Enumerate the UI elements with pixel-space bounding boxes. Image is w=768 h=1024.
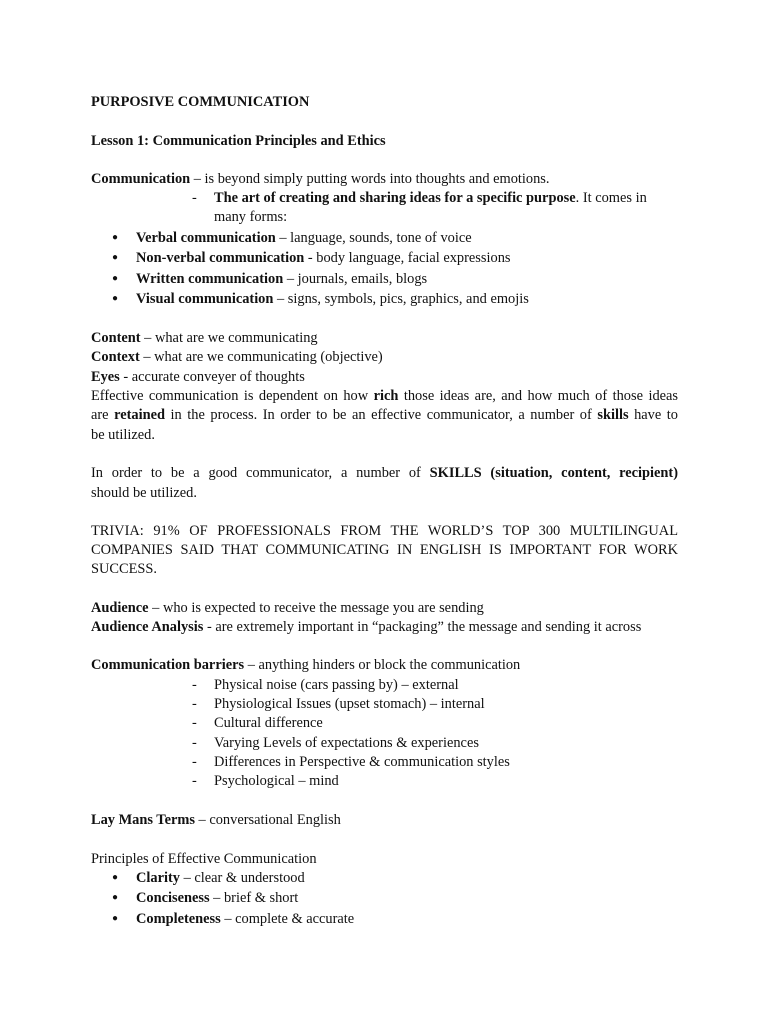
lesson-heading: Lesson 1: Communication Principles and Ethics [91, 133, 386, 149]
bullet-icon: ● [112, 872, 119, 883]
trivia-line: SUCCESS. [91, 561, 157, 577]
eyes-definition: Eyes - accurate conveyer of thoughts [91, 369, 305, 385]
communication-subpoint-cont: many forms: [214, 209, 288, 225]
bullet-icon: ● [112, 892, 119, 903]
dash-marker: - [192, 190, 197, 206]
principle-item: Completeness – complete & accurate [136, 911, 355, 927]
principle-item: Clarity – clear & understood [136, 870, 305, 886]
dash-marker: - [192, 773, 197, 789]
barrier-item: Physical noise (cars passing by) – external [214, 677, 459, 693]
list-item: Non-verbal communication - body language, facial expressions [136, 250, 511, 266]
context-definition: Context – what are we communicating (objective) [91, 349, 383, 365]
list-item: Verbal communication – language, sounds, tone of voice [136, 230, 472, 246]
audience-definition: Audience – who is expected to receive the message you are sending [91, 600, 484, 616]
bullet-icon: ● [112, 232, 119, 243]
dash-marker: - [192, 735, 197, 751]
audience-analysis-definition: Audience Analysis - are extremely important in “packaging” the message and sending it across [91, 619, 642, 635]
doc-title: PURPOSIVE COMMUNICATION [91, 94, 310, 110]
barriers-definition: Communication barriers – anything hinders or block the communication [91, 657, 521, 673]
effective-paragraph-line: are retained in the process. In order to be an effective communicator, a number of skills have to [91, 407, 678, 423]
skills-paragraph-line: In order to be a good communicator, a number of SKILLS (situation, content, recipient) [91, 465, 679, 481]
dash-marker: - [192, 715, 197, 731]
trivia-line: COMPANIES SAID THAT COMMUNICATING IN ENGLISH IS IMPORTANT FOR WORK [91, 542, 678, 558]
list-item: Visual communication – signs, symbols, pics, graphics, and emojis [136, 291, 529, 307]
barrier-item: Varying Levels of expectations & experiences [214, 735, 479, 751]
barrier-item: Psychological – mind [214, 773, 339, 789]
barrier-item: Physiological Issues (upset stomach) – internal [214, 696, 485, 712]
effective-paragraph-line: Effective communication is dependent on how rich those ideas are, and how much of those ideas [91, 388, 679, 404]
dash-marker: - [192, 677, 197, 693]
principle-item: Conciseness – brief & short [136, 890, 299, 906]
bullet-icon: ● [112, 273, 119, 284]
effective-paragraph-line: be utilized. [91, 427, 155, 443]
trivia-line: TRIVIA: 91% OF PROFESSIONALS FROM THE WORLD’S TOP 300 MULTILINGUAL [91, 523, 678, 539]
dash-marker: - [192, 696, 197, 712]
barrier-item: Cultural difference [214, 715, 323, 731]
list-item: Written communication – journals, emails, blogs [136, 271, 428, 287]
content-definition: Content – what are we communicating [91, 330, 318, 346]
dash-marker: - [192, 754, 197, 770]
bullet-icon: ● [112, 293, 119, 304]
bullet-icon: ● [112, 913, 119, 924]
barrier-item: Differences in Perspective & communication styles [214, 754, 510, 770]
communication-definition: Communication – is beyond simply putting words into thoughts and emotions. [91, 171, 550, 187]
skills-paragraph-line: should be utilized. [91, 485, 197, 501]
bullet-icon: ● [112, 252, 119, 263]
communication-subpoint: The art of creating and sharing ideas for a specific purpose. It comes in [214, 190, 647, 206]
laymans-definition: Lay Mans Terms – conversational English [91, 812, 341, 828]
principles-heading: Principles of Effective Communication [91, 851, 317, 867]
